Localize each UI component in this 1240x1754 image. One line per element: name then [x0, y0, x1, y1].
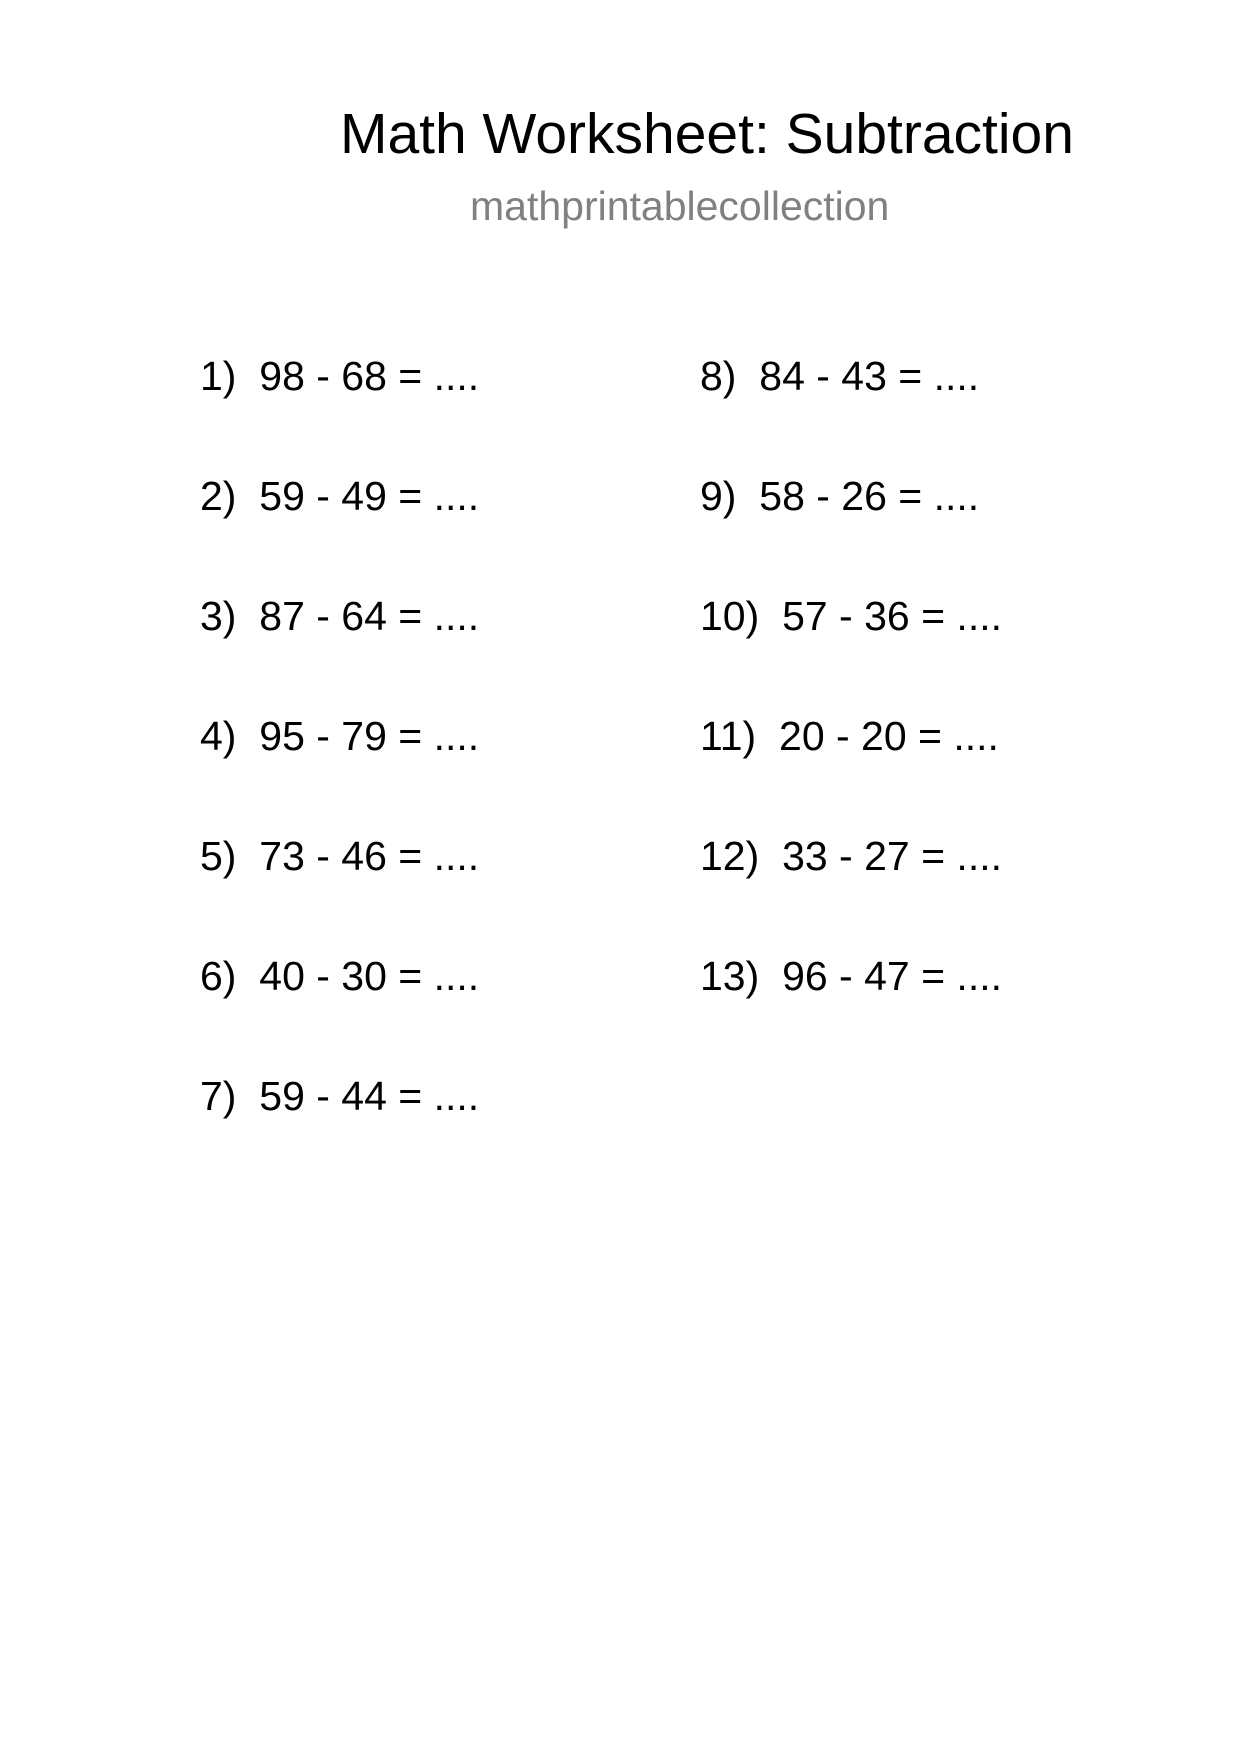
problem-number: 11): [700, 713, 757, 759]
problem-number: 1): [200, 353, 237, 399]
problem-expression: 40 - 30 = ....: [259, 953, 480, 999]
problem-expression: 96 - 47 = ....: [782, 953, 1002, 999]
problem-item: [200, 710, 479, 830]
problem-item: [200, 590, 479, 710]
problem-item: [200, 350, 479, 470]
problem-item: [700, 950, 1002, 1070]
problem-number: 6): [200, 953, 237, 999]
problem-item: [200, 470, 479, 590]
problem-number: 2): [200, 473, 237, 519]
problem-number: 12): [700, 833, 760, 879]
problem-expression: 57 - 36 = ....: [782, 593, 1002, 639]
problem-expression: 73 - 46 = ....: [259, 833, 480, 879]
problem-number: 13): [700, 953, 760, 999]
problem-expression: 59 - 49 = ....: [259, 473, 480, 519]
problem-item: [700, 470, 1002, 590]
problem-item: [200, 950, 479, 1070]
problem-expression: 58 - 26 = ....: [759, 473, 980, 519]
problem-number: 8): [700, 353, 737, 399]
problem-number: 4): [200, 713, 237, 759]
problem-expression: 84 - 43 = ....: [759, 353, 980, 399]
problem-expression: 59 - 44 = ....: [259, 1073, 480, 1119]
problem-expression: 95 - 79 = ....: [259, 713, 480, 759]
problem-item: [200, 1070, 479, 1190]
problem-item: [700, 350, 1002, 470]
problem-number: 3): [200, 593, 237, 639]
problem-number: 9): [700, 473, 737, 519]
problem-expression: 87 - 64 = ....: [259, 593, 480, 639]
page-title: Math Worksheet: Subtraction: [340, 102, 1074, 166]
problem-item: [700, 590, 1002, 710]
problem-expression: 20 - 20 = ....: [779, 713, 999, 759]
problem-number: 10): [700, 593, 760, 639]
problems-left-column: [200, 350, 479, 1190]
problem-number: 5): [200, 833, 237, 879]
problem-expression: 98 - 68 = ....: [259, 353, 480, 399]
problem-number: 7): [200, 1073, 237, 1119]
problem-item: [200, 830, 479, 950]
page-subtitle: mathprintablecollection: [470, 183, 890, 229]
problems-right-column: [700, 350, 1002, 1070]
problem-expression: 33 - 27 = ....: [782, 833, 1002, 879]
problem-item: [700, 710, 1002, 830]
problem-item: [700, 830, 1002, 950]
